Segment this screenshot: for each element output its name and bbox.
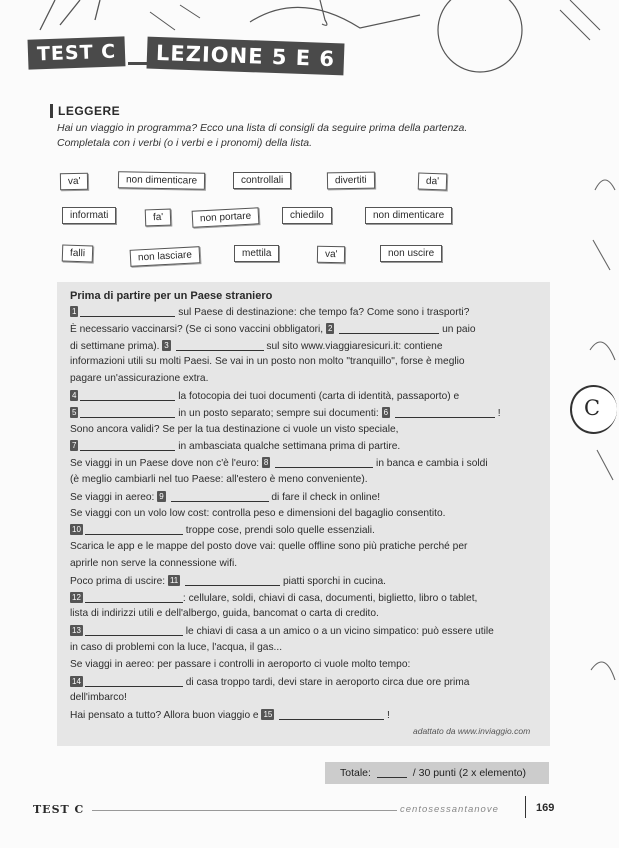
lesson-tag: LEZIONE 5 E 6 (147, 37, 345, 76)
total-blank[interactable] (377, 767, 407, 778)
word-bank-item: non lasciare (130, 246, 201, 267)
text-line (70, 440, 400, 452)
text-segment: ! (384, 710, 390, 722)
text-title: Prima di partire per un Paese straniero (70, 290, 273, 302)
text-line (70, 659, 410, 670)
total-label: Totale: (340, 767, 371, 779)
answer-blank[interactable] (395, 407, 495, 418)
text-line (70, 306, 469, 318)
item-number-badge: 10 (72, 525, 81, 535)
text-segment: Scarica le app e le mappe del posto dove vai: quelle offline sono più pratiche perché per (70, 541, 468, 553)
answer-blank[interactable] (85, 524, 183, 535)
instruction-line: Hai un viaggio in programma? Ecco una lista di consigli da seguire prima della partenza. (57, 122, 468, 134)
answer-blank[interactable] (80, 440, 175, 451)
text-line (70, 390, 459, 402)
footer-test-label: TEST C (33, 803, 85, 816)
item-number-badge: 9 (159, 491, 164, 501)
text-segment: in caso di problemi con la luce, l'acqua, il gas... (70, 642, 283, 653)
text-segment: sul Paese di destinazione: che tempo fa? Come sono i trasporti? (175, 307, 470, 318)
item-number-badge: 14 (72, 676, 81, 686)
item-number-badge: 11 (169, 575, 179, 585)
instructions (57, 121, 467, 151)
text-segment: pagare un'assicurazione extra. (70, 373, 209, 385)
text-segment: : cellulare, soldi, chiavi di casa, documenti, biglietto, libro o tablet, (182, 592, 478, 604)
text-segment: di settimane prima). (70, 340, 163, 352)
text-line (70, 709, 390, 721)
text-segment: lista di indirizzi utili e dell'albergo, guida, bancomat o carta di credito. (70, 608, 379, 620)
text-segment: Hai pensato a tutto? Allora buon viaggio e (70, 710, 262, 722)
text-segment: in banca e cambia i soldi (373, 458, 488, 470)
total-points: / 30 punti (2 x elemento) (412, 767, 527, 779)
word-bank-item: va' (60, 173, 89, 190)
text-line (70, 508, 445, 519)
text-segment: la fotocopia dei tuoi documenti (carta di identità, passaporto) e (175, 391, 460, 402)
instruction-line: Completala con i verbi (o i verbi e i pronomi) della lista. (57, 137, 313, 149)
item-number-badge: 15 (263, 710, 273, 720)
word-bank-item: falli (62, 244, 94, 262)
text-segment: È necessario vaccinarsi? (Se ci sono vaccini obbligatori, (70, 323, 326, 335)
text-segment: ! (494, 407, 501, 419)
text-line (70, 457, 488, 469)
text-line (70, 373, 208, 384)
text-segment: piatti sporchi in cucina. (280, 575, 386, 587)
page-number: 169 (536, 802, 555, 814)
answer-blank[interactable] (339, 323, 439, 334)
side-tab (570, 385, 617, 434)
text-line (70, 608, 379, 619)
answer-blank[interactable] (80, 407, 175, 418)
answer-blank[interactable] (85, 592, 183, 603)
section-marker (50, 104, 53, 118)
text-segment: un paio (439, 323, 476, 335)
text-line (70, 474, 368, 485)
word-bank-item: va' (317, 246, 346, 263)
item-number-badge: 12 (72, 592, 81, 602)
text-line (70, 642, 282, 653)
text-line (70, 524, 375, 536)
word-bank-item: da' (418, 172, 448, 190)
answer-blank[interactable] (80, 306, 175, 317)
item-number-badge: 13 (72, 626, 81, 636)
text-segment: (è meglio cambiarli nel tuo Paese: all'estero è meno conveniente). (70, 474, 368, 485)
text-segment: Se viaggi con un volo low cost: controlla peso e dimensioni del bagaglio consentito. (70, 507, 446, 519)
item-number-badge: 4 (72, 391, 77, 400)
text-segment: troppe cose, prendi solo quelle essenziali. (182, 525, 375, 537)
text-line (70, 541, 467, 552)
word-bank-item: informati (62, 207, 116, 224)
text-line (70, 676, 469, 688)
item-number-badge: 7 (72, 441, 77, 451)
word-bank-item: non dimenticare (118, 171, 205, 190)
footer-separator (525, 796, 526, 818)
text-line (70, 407, 501, 419)
text-line (70, 491, 380, 503)
word-bank-item: divertiti (327, 172, 375, 190)
text-line (70, 625, 494, 637)
text-line (70, 592, 477, 604)
text-line (70, 575, 386, 587)
text-segment: in ambasciata qualche settimana prima di partire. (175, 441, 401, 453)
word-bank-item: non portare (192, 207, 260, 227)
item-number-badge: 2 (327, 323, 333, 333)
text-line (70, 424, 398, 435)
item-number-badge: 5 (72, 407, 77, 417)
text-segment: Se viaggi in un Paese dove non c'è l'euro: (70, 458, 262, 470)
text-line (70, 356, 465, 367)
text-line (70, 323, 476, 335)
text-segment: sul sito www.viaggiaresicuri.it: contiene (263, 340, 443, 352)
word-bank-item: non uscire (380, 245, 442, 262)
item-number-badge: 3 (164, 340, 169, 350)
answer-blank[interactable] (85, 676, 183, 687)
text-segment: Se viaggi in aereo: (70, 491, 158, 503)
text-segment: le chiavi di casa a un amico o a un vicino simpatico: può essere utile (182, 626, 494, 638)
side-tab-letter: C (584, 396, 601, 420)
total-score (340, 767, 526, 779)
text-segment: di casa troppo tardi, devi stare in aeroporto circa due ore prima (182, 676, 470, 688)
section-title: LEGGERE (58, 104, 121, 118)
word-bank-item: fa' (145, 209, 172, 227)
text-segment: Poco prima di uscire: (70, 575, 168, 587)
answer-blank[interactable] (176, 340, 264, 351)
source-credit: adattato da www.inviaggio.com (413, 726, 531, 736)
text-line (70, 340, 443, 352)
text-segment: informazioni utili su molti Paesi. Se vai in un posto non molto "tranquillo", forse è meglio (70, 356, 465, 368)
word-bank-item: chiedilo (282, 207, 332, 224)
footer-rule (92, 810, 397, 811)
answer-blank[interactable] (171, 491, 269, 502)
answer-blank[interactable] (275, 457, 373, 468)
text-segment: Se viaggi in aereo: per passare i controlli in aeroporto ci vuole molto tempo: (70, 658, 411, 670)
item-number-badge: 8 (263, 458, 269, 468)
text-line (70, 692, 127, 703)
text-segment: di fare il check in online! (268, 491, 381, 503)
text-line (70, 558, 237, 569)
answer-blank[interactable] (85, 625, 183, 636)
item-number-badge: 1 (72, 307, 77, 316)
test-tag: TEST C (28, 36, 126, 69)
word-bank-item: non dimenticare (365, 207, 452, 224)
word-bank-item: mettila (234, 245, 279, 262)
item-number-badge: 6 (383, 407, 389, 417)
text-segment: in un posto separato; sempre sui documenti: (175, 407, 382, 419)
word-bank-item: controllali (233, 172, 291, 189)
answer-blank[interactable] (80, 390, 175, 401)
answer-blank[interactable] (279, 709, 384, 720)
text-segment: aprirle non serve la connessione wifi. (70, 558, 238, 569)
footer-page-words: centosessantanove (400, 804, 499, 815)
text-segment: dell'imbarco! (70, 692, 127, 704)
text-segment: Sono ancora validi? Se per la tua destinazione ci vuole un visto speciale, (70, 423, 399, 435)
answer-blank[interactable] (185, 575, 280, 586)
